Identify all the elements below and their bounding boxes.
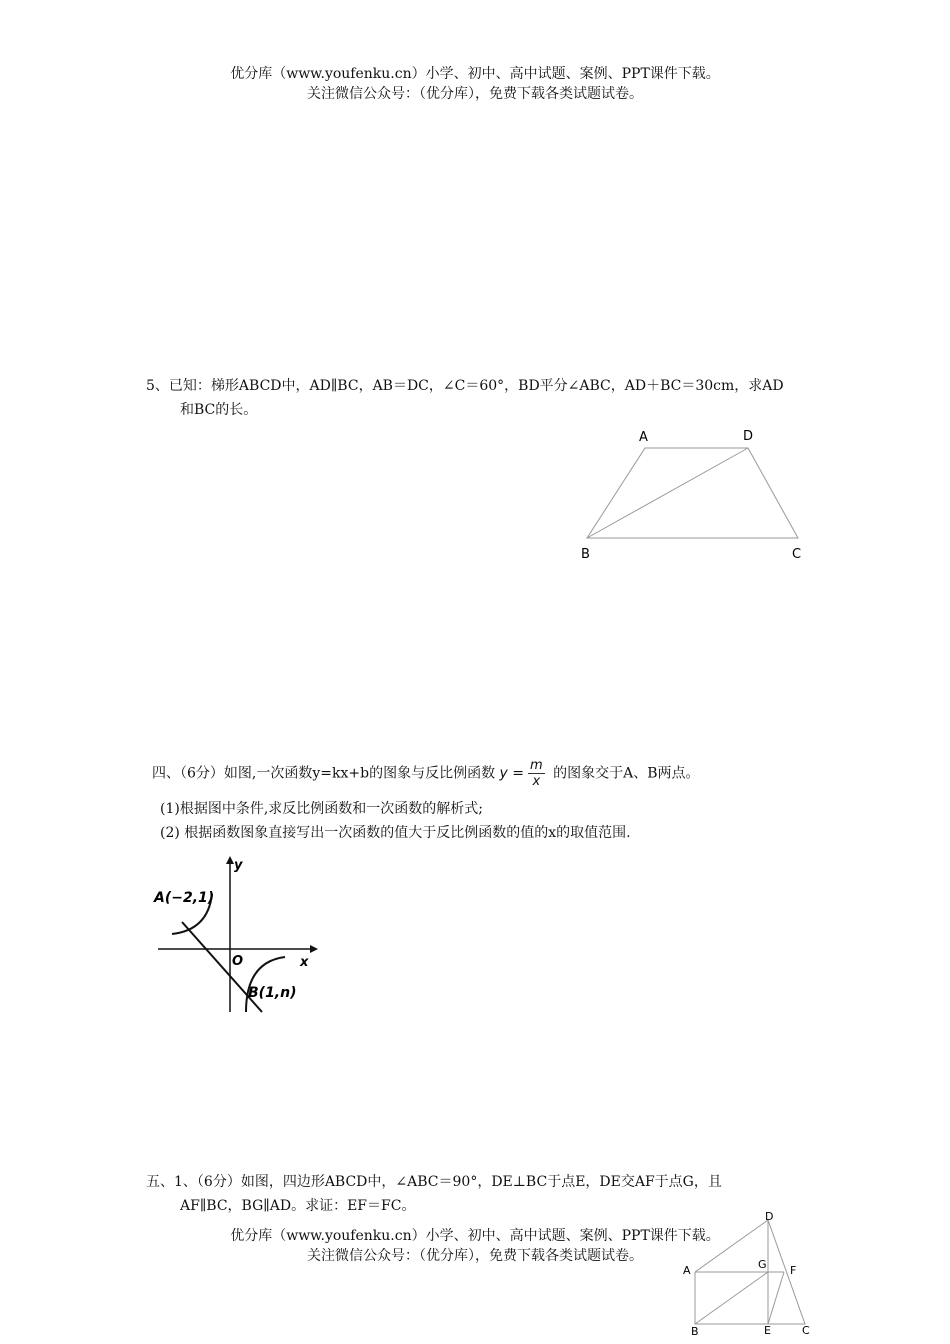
label-y: y: [234, 858, 243, 873]
fraction-numerator: m: [530, 758, 543, 773]
label-a: A: [639, 430, 648, 445]
part-2: (2) 根据函数图象直接写出一次函数的值大于反比例函数的值的x的取值范围.: [160, 825, 631, 841]
quadrilateral-figure: [680, 1208, 820, 1344]
segment-fe: [768, 1272, 784, 1324]
label-d: D: [743, 429, 754, 444]
label-d2: D: [765, 1210, 774, 1223]
label-point-b: B(1,n): [248, 985, 297, 1001]
segment-bg: [695, 1272, 768, 1324]
label-b2: B: [691, 1325, 699, 1338]
question-5-line-1: 5、已知：梯形ABCD中，AD∥BC，AB＝DC，∠C＝60°，BD平分∠ABC，AD＋BC＝30cm，求AD: [146, 378, 784, 394]
fraction-m-over-x: [528, 758, 545, 789]
question-four-intro: [152, 758, 852, 789]
y-axis-arrow: [226, 856, 234, 864]
trapezoid-figure: [570, 420, 820, 570]
label-e: E: [764, 1324, 771, 1337]
question-four-parts: [160, 797, 860, 845]
label-c2: C: [802, 1324, 810, 1337]
header-line-1: 优分库（www.youfenku.cn）小学、初中、高中试题、案例、PPT课件下载。: [230, 66, 720, 82]
function-graph: [150, 852, 330, 1017]
label-a2: A: [683, 1264, 691, 1277]
label-c: C: [792, 547, 802, 562]
x-axis-arrow: [310, 945, 318, 953]
label-x: x: [300, 955, 309, 970]
question-four: [152, 758, 852, 789]
intro-text-b: 的图象交于A、B两点。: [553, 765, 700, 782]
part-1: (1)根据图中条件,求反比例函数和一次函数的解析式;: [160, 801, 483, 817]
label-point-a: A(−2,1): [154, 890, 215, 906]
fraction-denominator: x: [532, 774, 541, 789]
label-b: B: [581, 547, 590, 562]
label-f: F: [790, 1264, 797, 1277]
label-g: G: [758, 1258, 767, 1271]
intro-text-a: 四、（6分）如图,一次函数y=kx+b的图象与反比例函数: [152, 765, 496, 782]
diagonal-bd: [587, 448, 748, 538]
header-line-2: 关注微信公众号：（优分库），免费下载各类试题试卷。: [307, 86, 643, 102]
question-5-line-2: 和BC的长。: [180, 402, 258, 418]
footer-line-2: 关注微信公众号：（优分库），免费下载各类试题试卷。: [307, 1248, 643, 1264]
question-five-one-line-2: AF∥BC，BG∥AD。求证：EF＝FC。: [180, 1198, 416, 1214]
question-5: [146, 374, 826, 422]
footer-line-1: 优分库（www.youfenku.cn）小学、初中、高中试题、案例、PPT课件下载。: [230, 1228, 720, 1244]
page-header: [0, 64, 950, 104]
label-origin: O: [232, 954, 244, 969]
trapezoid-outline: [587, 448, 798, 538]
y-equals: y =: [499, 765, 524, 782]
question-five-one-line-1: 五、1、（6分）如图，四边形ABCD中，∠ABC＝90°，DE⊥BC于点E，DE交AF于点G，且: [146, 1174, 722, 1190]
